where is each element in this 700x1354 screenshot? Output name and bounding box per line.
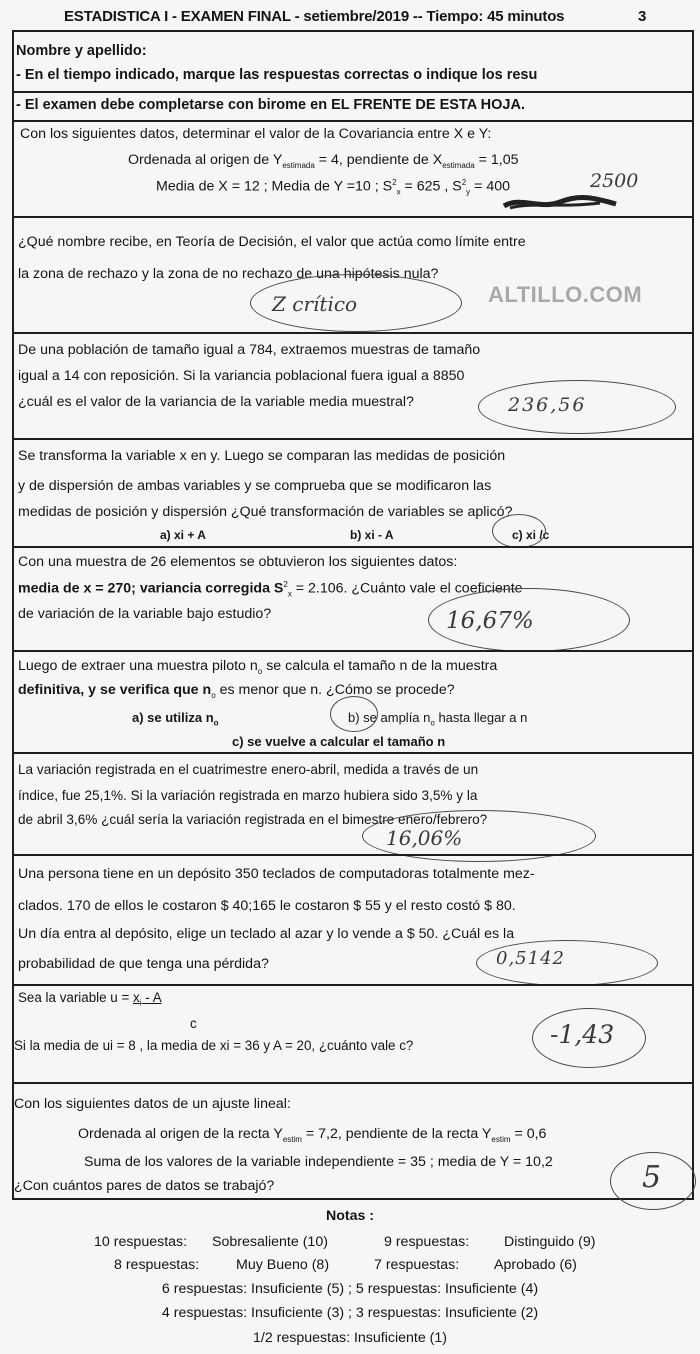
q4-selected-oval: [492, 514, 546, 548]
q7-line-3: de abril 3,6% ¿cuál sería la variación registrada en el bimestre enero/febrero?: [18, 812, 488, 827]
q10-handwritten-answer: 5: [642, 1160, 662, 1195]
notes-r2-c: 7 respuestas:: [374, 1257, 460, 1273]
q7-line-2: índice, fue 25,1%. Si la variación registrada en marzo hubiera sido 3,5% y la: [18, 788, 478, 803]
q2-handwritten-answer: Z crítico: [272, 292, 358, 316]
q6-text-b: se calcula el tamaño n de la muestra: [266, 658, 498, 674]
q10-line-1: Con los siguientes datos de un ajuste lineal:: [14, 1096, 291, 1112]
q5-line-3: de variación de la variable bajo estudio?: [18, 606, 272, 622]
q10-text-c: = 0,6: [514, 1126, 547, 1142]
q6-text-a: Luego de extraer una muestra piloto n: [18, 658, 258, 674]
q6-text-d: es menor que n. ¿Cómo se procede?: [219, 682, 455, 698]
q10-line-3: Suma de los valores de la variable independiente = 35 ; media de Y = 10,2: [84, 1154, 553, 1170]
q9-line-1: Sea la variable $u = x_i - A$: [18, 990, 162, 1008]
name-label: Nombre y apellido:: [16, 43, 147, 59]
q10-text-a: Ordenada al origen de la recta Y: [78, 1126, 283, 1142]
q8-line-3: Un día entra al depósito, elige un teclado al azar y lo vende a $ 50. ¿Cuál es la: [18, 926, 515, 942]
notes-title: Notas :: [325, 1208, 375, 1224]
q2-line-2: la zona de rechazo y la zona de no rechazo de una hipótesis nula?: [18, 266, 439, 282]
watermark-logo: ALTILLO.COM: [488, 282, 643, 307]
q9-denominator: c: [190, 1016, 197, 1031]
notes-row-4: 4 respuestas: Insuficiente (3) ; 3 respuestas: Insuficiente (2): [161, 1305, 539, 1321]
q10-sub-a: estim: [282, 1134, 302, 1144]
q1-sub-c: x: [396, 187, 401, 197]
q4-line-2: y de dispersión de ambas variables y se comprueba que se modificaron las: [18, 478, 492, 494]
q1-text-d: Media de X = 12 ; Media de Y =10 ; S: [156, 178, 393, 195]
q3-handwritten-answer: 236,56: [508, 394, 587, 416]
intro-left-border: [12, 30, 14, 122]
q1-line-2: [128, 152, 519, 170]
q9-line-2: Si la media de ui = 8 , la media de xi = 36 y A = 20, ¿cuánto vale c?: [14, 1038, 414, 1053]
question-6: [12, 650, 694, 754]
q6-line-1: Luego de extraer una muestra piloto $n_o$ se calcula el tamaño n de la muestra: [18, 658, 498, 676]
notes-r2-a: 8 respuestas:: [114, 1257, 200, 1273]
q1-line-3: Media de X = 12 ; Media de Y =10 ; $S^2_x = 625$ , $S^2_y = 400$: [156, 178, 511, 197]
q5-line-2: media de x = 270; variancia corregida $S^2_x = 2.106$. ¿Cuánto vale el coeficiente: [18, 580, 523, 599]
q1-text-e: = 625 , S: [404, 178, 462, 195]
q1-sub-d: y: [466, 187, 471, 197]
q1-text-f: = 400: [474, 178, 511, 195]
exam-header: [64, 8, 647, 25]
q10-line-2: [78, 1126, 546, 1144]
q8-line-1: Una persona tiene en un depósito 350 teclados de computadoras totalmente mez-: [18, 866, 535, 882]
question-5: [12, 546, 694, 652]
question-3: [12, 332, 694, 440]
question-4: [12, 438, 694, 548]
intro-rule: [12, 91, 694, 93]
exam-title: ESTADISTICA I - EXAMEN FINAL - setiembre/2019 -- Tiempo: 45 minutos: [64, 8, 565, 25]
q8-handwritten-answer: 0,5142: [496, 948, 565, 969]
question-1: [12, 120, 694, 218]
q6-selected-oval: [330, 696, 378, 732]
q8-line-2: clados. 170 de ellos le costaron $ 40;165 le costaron $ 55 y el resto costó $ 80.: [18, 898, 516, 914]
q9-text-a: Sea la variable u =: [18, 990, 130, 1005]
question-8: [12, 854, 694, 986]
q6-option-b-tail: hasta llegar a n: [438, 710, 528, 725]
q4-option-c: c) xi /c: [512, 528, 550, 542]
notes-row-5: 1/2 respuestas: Insuficiente (1): [253, 1330, 447, 1346]
notes-r1-a: 10 respuestas:: [94, 1234, 188, 1250]
notes-row-3: 6 respuestas: Insuficiente (5) ; 5 respuestas: Insuficiente (4): [161, 1281, 539, 1297]
notes-r2-b: Muy Bueno (8): [236, 1257, 330, 1273]
q5-handwritten-answer: 16,67%: [446, 608, 534, 634]
header-rule: [12, 30, 694, 32]
q7-line-1: La variación registrada en el cuatrimestre enero-abril, medida a través de un: [18, 762, 479, 777]
q6-option-b-text: b) se amplía n: [348, 710, 431, 725]
q9-text-minus-a: - A: [145, 990, 162, 1005]
q7-handwritten-answer: 16,06%: [386, 826, 463, 850]
page-number: 3: [638, 8, 647, 25]
q5-text-b: = 2.106. ¿Cuánto vale el coeficiente: [295, 580, 523, 597]
q4-option-b: b) xi - A: [350, 528, 394, 542]
q6-option-c: c) se vuelve a calcular el tamaño n: [232, 734, 446, 749]
q1-line-1: Con los siguientes datos, determinar el valor de la Covariancia entre X e Y:: [20, 126, 492, 142]
q1-text-c: = 1,05: [478, 152, 519, 168]
q2-line-1: ¿Qué nombre recibe, en Teoría de Decisión, el valor que actúa como límite entre: [18, 234, 526, 250]
q4-line-3: medidas de posición y dispersión ¿Qué transformación de variables se aplicó?: [18, 504, 513, 520]
instruction-2: - El examen debe completarse con birome en EL FRENTE DE ESTA HOJA.: [16, 97, 525, 113]
q10-text-b: = 7,2, pendiente de la recta Y: [305, 1126, 492, 1142]
q10-sub-b: estim: [491, 1134, 511, 1144]
q6-line-2: definitiva, y se verifica que $n_o$ es menor que n. ¿Cómo se procede?: [18, 682, 455, 700]
q5-text-a: media de x = 270; variancia corregida S: [18, 580, 284, 597]
q10-line-4: ¿Con cuántos pares de datos se trabajó?: [14, 1178, 275, 1194]
q4-option-a: a) xi + A: [160, 528, 206, 542]
notes-r2-d: Aprobado (6): [494, 1257, 577, 1273]
instruction-1: - En el tiempo indicado, marque las respuestas correctas o indique los resu: [16, 67, 538, 83]
q4-line-1: Se transforma la variable x en y. Luego se comparan las medidas de posición: [18, 448, 506, 464]
q9-handwritten-answer: -1,43: [550, 1020, 615, 1049]
intro-right-border: [692, 30, 694, 122]
q1-text-b: = 4, pendiente de X: [318, 152, 443, 168]
question-2: [12, 216, 694, 334]
question-9: [12, 984, 694, 1084]
q9-text-x: x: [133, 990, 140, 1005]
q1-scribble-icon: [500, 194, 620, 212]
q6-option-a-text: a) se utiliza n: [132, 710, 214, 725]
q8-line-4: probabilidad de que tenga una pérdida?: [18, 956, 269, 972]
question-10: [12, 1082, 694, 1200]
notes-r1-b: Sobresaliente (10): [212, 1234, 328, 1250]
question-7: [12, 752, 694, 856]
q6-text-c: definitiva, y se verifica que n: [18, 682, 212, 698]
q1-handwritten-answer: 2500: [590, 170, 639, 192]
notes-r1-c: 9 respuestas:: [384, 1234, 470, 1250]
q5-line-1: Con una muestra de 26 elementos se obtuvieron los siguientes datos:: [18, 554, 458, 570]
q1-sub-a: estimada: [282, 160, 315, 170]
q1-sub-b: estimada: [442, 160, 475, 170]
q1-text-a: Ordenada al origen de Y: [128, 152, 283, 168]
notes-r1-d: Distinguido (9): [504, 1234, 596, 1250]
q6-option-a: a) se utiliza $n_o$: [132, 710, 219, 728]
q6-option-b: b) se amplía $n_o$ hasta llegar a n: [348, 710, 528, 728]
q3-line-3: ¿cuál es el valor de la variancia de la variable media muestral?: [18, 394, 414, 410]
q3-line-1: De una población de tamaño igual a 784, extraemos muestras de tamaño: [18, 342, 481, 358]
q3-line-2: igual a 14 con reposición. Si la variancia poblacional fuera igual a 8850: [18, 368, 465, 384]
